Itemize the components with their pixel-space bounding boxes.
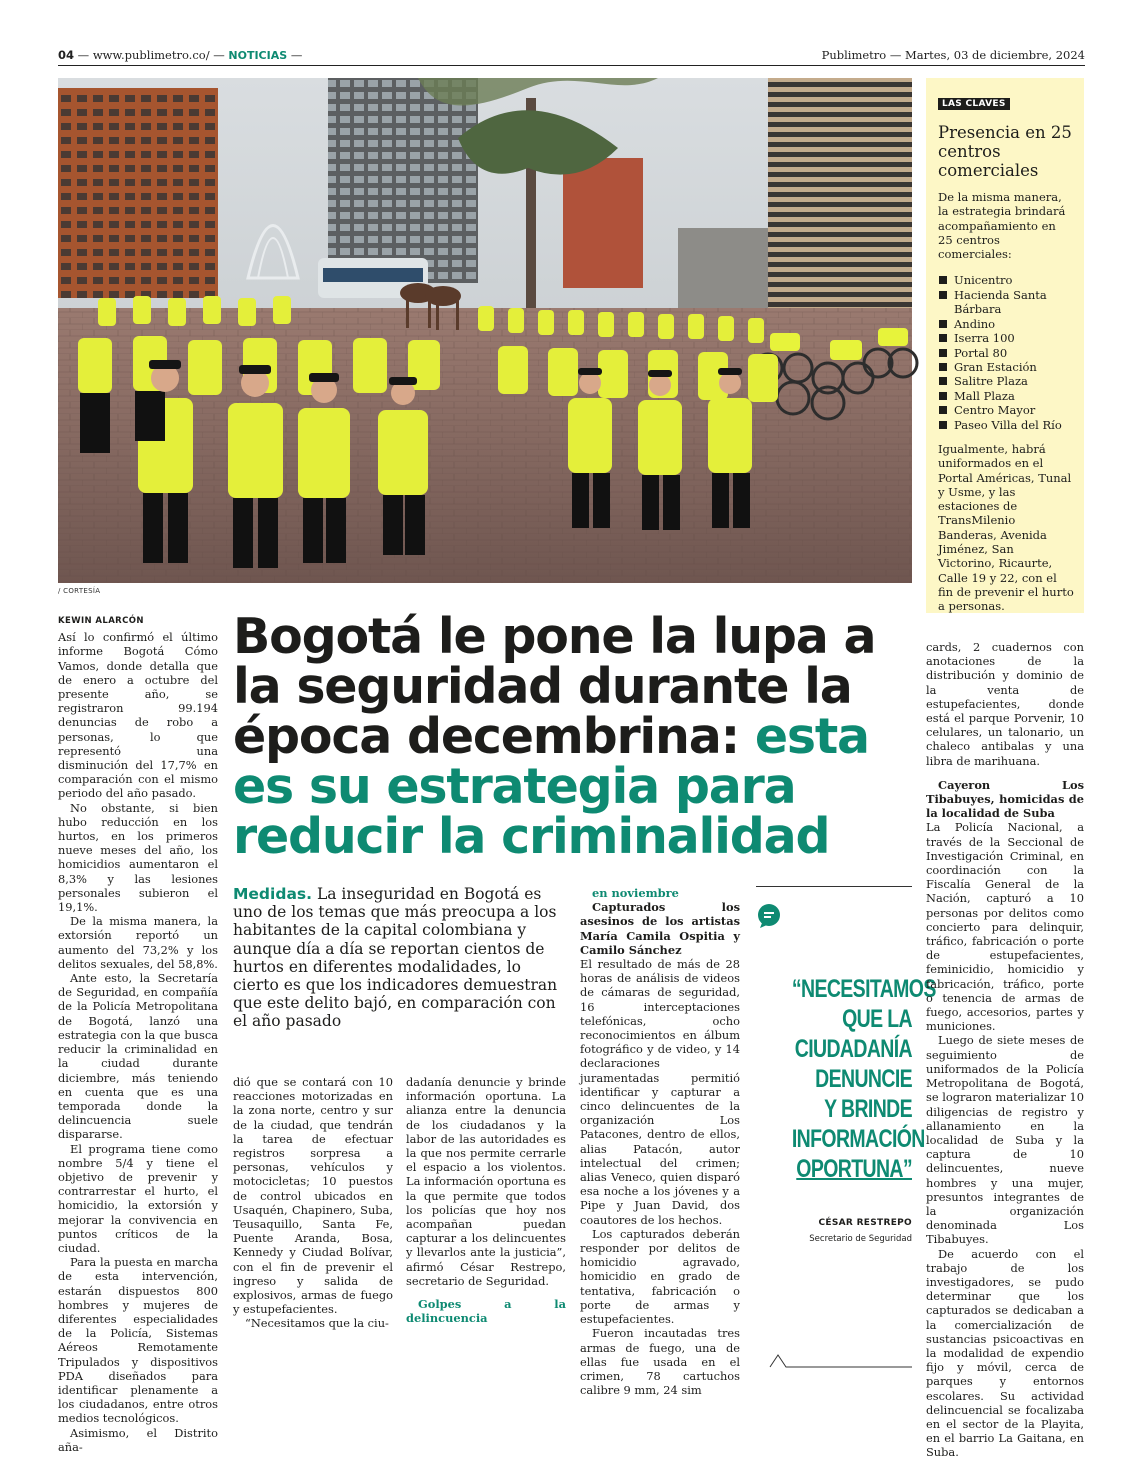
- paragraph: Así lo confirmó el último informe Bogotá Cómo Vamos, donde detalla que de enero a octubre del presente año, se registraron 99.194 denuncias de robo a personas, lo que representó una disminución del 17,7% en comparación con el mismo periodo del año pasado.: [58, 630, 218, 801]
- article-column-5: [926, 640, 1084, 1460]
- page-folio: [58, 48, 1085, 66]
- paragraph: El programa tiene como nombre 5/4 y tiene el objetivo de prevenir y contrarrestar el hurto, el homicidio, la extorsión y mejorar la convivencia en puntos críticos de la ciudad.: [58, 1141, 218, 1255]
- pull-quote-line: Y BRINDE: [824, 1095, 912, 1123]
- paragraph: Los capturados deberán responder por delitos de homicidio agravado, homicidio en grado de tentativa, fabricación o porte de armas y estupefacientes.: [580, 1226, 740, 1327]
- paragraph: Ante esto, la Secretaría de Seguridad, en compañía de la Policía Metropolitana de Bogotá, lanzó una estrategia con la que busca reducir la criminalidad en la ciudad durante diciembre, más teniendo en cuenta que es una temporada donde la delincuencia suele dispararse.: [58, 971, 218, 1142]
- paragraph: Luego de siete meses de seguimiento de uniformados de la Policía Metropolitana de Bogotá, se lograron materializar 10 diligencias de registro y allanamiento en la localidad de Suba y la captura de 10 delincuentes, nueve hombres y una mujer, presuntos integrantes de la organización denominada Los Tibabuyes.: [926, 1033, 1084, 1247]
- paragraph: cards, 2 cuadernos con anotaciones de la distribución y dominio de la venta de estupefacientes, donde está el parque Porvenir, 10 celulares, un talonario, un chaleco antibalas y una libra de marihuana.: [926, 640, 1084, 768]
- mall-list: [938, 273, 1074, 431]
- pull-quote-line: OPORTUNA”: [796, 1155, 912, 1183]
- folio-left: [58, 48, 302, 62]
- lead-kicker: Medidas.: [233, 885, 313, 903]
- subhead: Golpes a la delincuencia: [406, 1297, 566, 1326]
- subhead-continued: en noviembre: [592, 886, 679, 900]
- subhead: Capturados los asesinos de los artistas María Camila Ospitia y Camilo Sánchez: [580, 900, 740, 957]
- pull-quote-line: “NECESITAMOS: [791, 975, 936, 1003]
- article-column-2: [233, 1075, 393, 1331]
- main-photo: [58, 78, 912, 583]
- pull-quote-line: QUE LA: [842, 1005, 912, 1033]
- folio-dash: —: [290, 48, 303, 62]
- paragraph: “Necesitamos que la ciu-: [245, 1316, 389, 1331]
- paragraph: Fueron incautadas tres armas de fuego, una de ellas fue usada en el crimen, 78 cartuchos calibre 9 mm, 24 sim: [580, 1326, 740, 1398]
- list-item: Mall Plaza: [938, 389, 1074, 403]
- page-number: 04: [58, 48, 75, 62]
- lead-text: La inseguridad en Bogotá es uno de los temas que más preocupa a los habitantes de la capital colombiana y aunque día a día se reportan cientos de hurtos en diferentes modalidades, lo cierto es que los indicadores demuestran que este delito bajó, en comparación con el año pasado: [233, 885, 558, 1031]
- article-lead: [233, 885, 563, 1031]
- quote-author: CÉSAR RESTREPO: [818, 1218, 912, 1228]
- pull-quote: [791, 974, 936, 1184]
- list-item: Portal 80: [938, 346, 1074, 360]
- photo-credit: / CORTESÍA: [58, 587, 101, 595]
- paragraph: Asimismo, el Distrito aña-: [58, 1425, 218, 1454]
- subhead: Cayeron Los Tibabuyes, homicidas de la localidad de Suba: [926, 777, 1084, 821]
- paragraph: dadanía denuncie y brinde información oportuna. La alianza entre la denuncia de los ciudadanos y la labor de las autoridades es la que nos permite cerrarle el espacio a los violentos. La información oportuna es la que permite que todos los policías que hoy nos acompañan puedan capturar a los delincuentes y llevarlos ante la justicia”, afirmó César Restrepo, secretario de Seguridad.: [406, 1075, 566, 1288]
- pull-quote-line: DENUNCIE: [815, 1065, 912, 1093]
- list-item: Salitre Plaza: [938, 374, 1074, 388]
- byline: KEWIN ALARCÓN: [58, 616, 144, 626]
- headline-main: Bogotá le pone la lupa a la seguridad durante la época decembrina:: [233, 608, 876, 765]
- list-item: Paseo Villa del Río: [938, 418, 1074, 432]
- article-column-3: [406, 1075, 566, 1325]
- headline-highlight: esta es su estrategia para reducir la criminalidad: [233, 708, 869, 865]
- paragraph: Para la puesta en marcha de esta intervención, estarán dispuestos 800 hombres y mujeres de diferentes especialidades de la Policía, Sistemas Aéreos Remotamente Tripulados y dispositivos PDA diseñados para identificar plenamente a los ciudadanos, entre otros medios tecnológicos.: [58, 1255, 218, 1426]
- list-item: Centro Mayor: [938, 403, 1074, 417]
- paragraph: No obstante, si bien hubo reducción en los hurtos, en los primeros nueve meses del año, los homicidios aumentaron el 8,3% y las lesiones personales subieron el 19,1%.: [58, 800, 218, 915]
- list-item: Andino: [938, 317, 1074, 331]
- key-points-intro: De la misma manera, la estrategia brindará acompañamiento en 25 centros comerciales:: [938, 190, 1066, 262]
- pull-quote-line: INFORMACIÓN: [791, 1125, 925, 1153]
- quote-corner-rule: [770, 1352, 912, 1368]
- police-formation-illustration: [58, 78, 912, 583]
- paragraph: La Policía Nacional, a través de la Seccional de Investigación Criminal, en coordinación con la Fiscalía General de la Nación, capturó a 10 personas por delitos como concierto para delinquir, tráfico, fabricación o porte de estupefacientes, feminicidio, homicidio y fabricación, tráfico, porte o tenencia de armas de fuego, accesorios, partes y municiones.: [926, 820, 1084, 1034]
- pull-quote-line: CIUDADANÍA: [794, 1035, 912, 1063]
- list-item: Iserra 100: [938, 331, 1074, 345]
- headline: [233, 608, 915, 865]
- quote-author-role: Secretario de Seguridad: [809, 1234, 912, 1244]
- folio-site[interactable]: — www.publimetro.co/ —: [77, 48, 225, 62]
- key-points-box: [926, 78, 1084, 613]
- section-label: NOTICIAS: [228, 49, 288, 62]
- speech-bubble-icon: [756, 903, 782, 929]
- list-item: Unicentro: [938, 273, 1074, 287]
- paragraph: De acuerdo con el trabajo de los investigadores, se pudo determinar que los capturados se dedicaban a la comercialización de sustancias psicoactivas en la modalidad de expendio fijo y móvil, cerca de parques y entornos escolares. Su actividad delincuencial se focalizaba en el sector de la Playita, en el barrio La Gaitana, en Suba.: [926, 1246, 1084, 1460]
- list-item: Gran Estación: [938, 360, 1074, 374]
- folio-date: Publimetro — Martes, 03 de diciembre, 2024: [821, 48, 1085, 62]
- article-column-1: [58, 614, 218, 1454]
- paragraph: dió que se contará con 10 reacciones motorizadas en la zona norte, centro y sur de la ciudad, que tendrán la tarea de efectuar registros sorpresa a personas, vehículos y motocicletas; 10 puestos de control ubicados en Usaquén, Chapinero, Suba, Teusaquillo, Santa Fe, Puente Aranda, Bosa, Kennedy y Ciudad Bolívar, con el fin de prevenir el ingreso y salida de explosivos, armas de fuego y estupefacientes.: [233, 1075, 393, 1317]
- article-column-4: [580, 886, 740, 1397]
- key-points-outro: Igualmente, habrá uniformados en el Portal Américas, Tunal y Usme, y las estaciones de TransMilenio Banderas, Avenida Jiménez, San Victorino, Ricaurte, Calle 19 y 22, con el fin de prevenir el hurto a personas.: [938, 441, 1074, 614]
- key-points-tag: LAS CLAVES: [938, 98, 1010, 110]
- quote-rule: [756, 886, 912, 887]
- paragraph: El resultado de más de 28 horas de análisis de videos de cámaras de seguridad, 16 interceptaciones telefónicas, ocho reconocimientos en álbum fotográfico y de video, y 14 declaraciones juramentadas permitió identificar y capturar a cinco delincuentes de la organización Los Patacones, dentro de ellos, alias Patacón, autor intelectual del crimen; alias Veneco, quien disparó esa noche a los jóvenes y a Pipe y Juan David, dos coautores de los hechos.: [580, 957, 740, 1227]
- list-item: Hacienda Santa Bárbara: [938, 288, 1074, 317]
- paragraph: De la misma manera, la extorsión reportó un aumento del 73,2% y los delitos sexuales, del 58,8%.: [58, 914, 218, 971]
- key-points-title: Presencia en 25 centros comerciales: [938, 123, 1072, 180]
